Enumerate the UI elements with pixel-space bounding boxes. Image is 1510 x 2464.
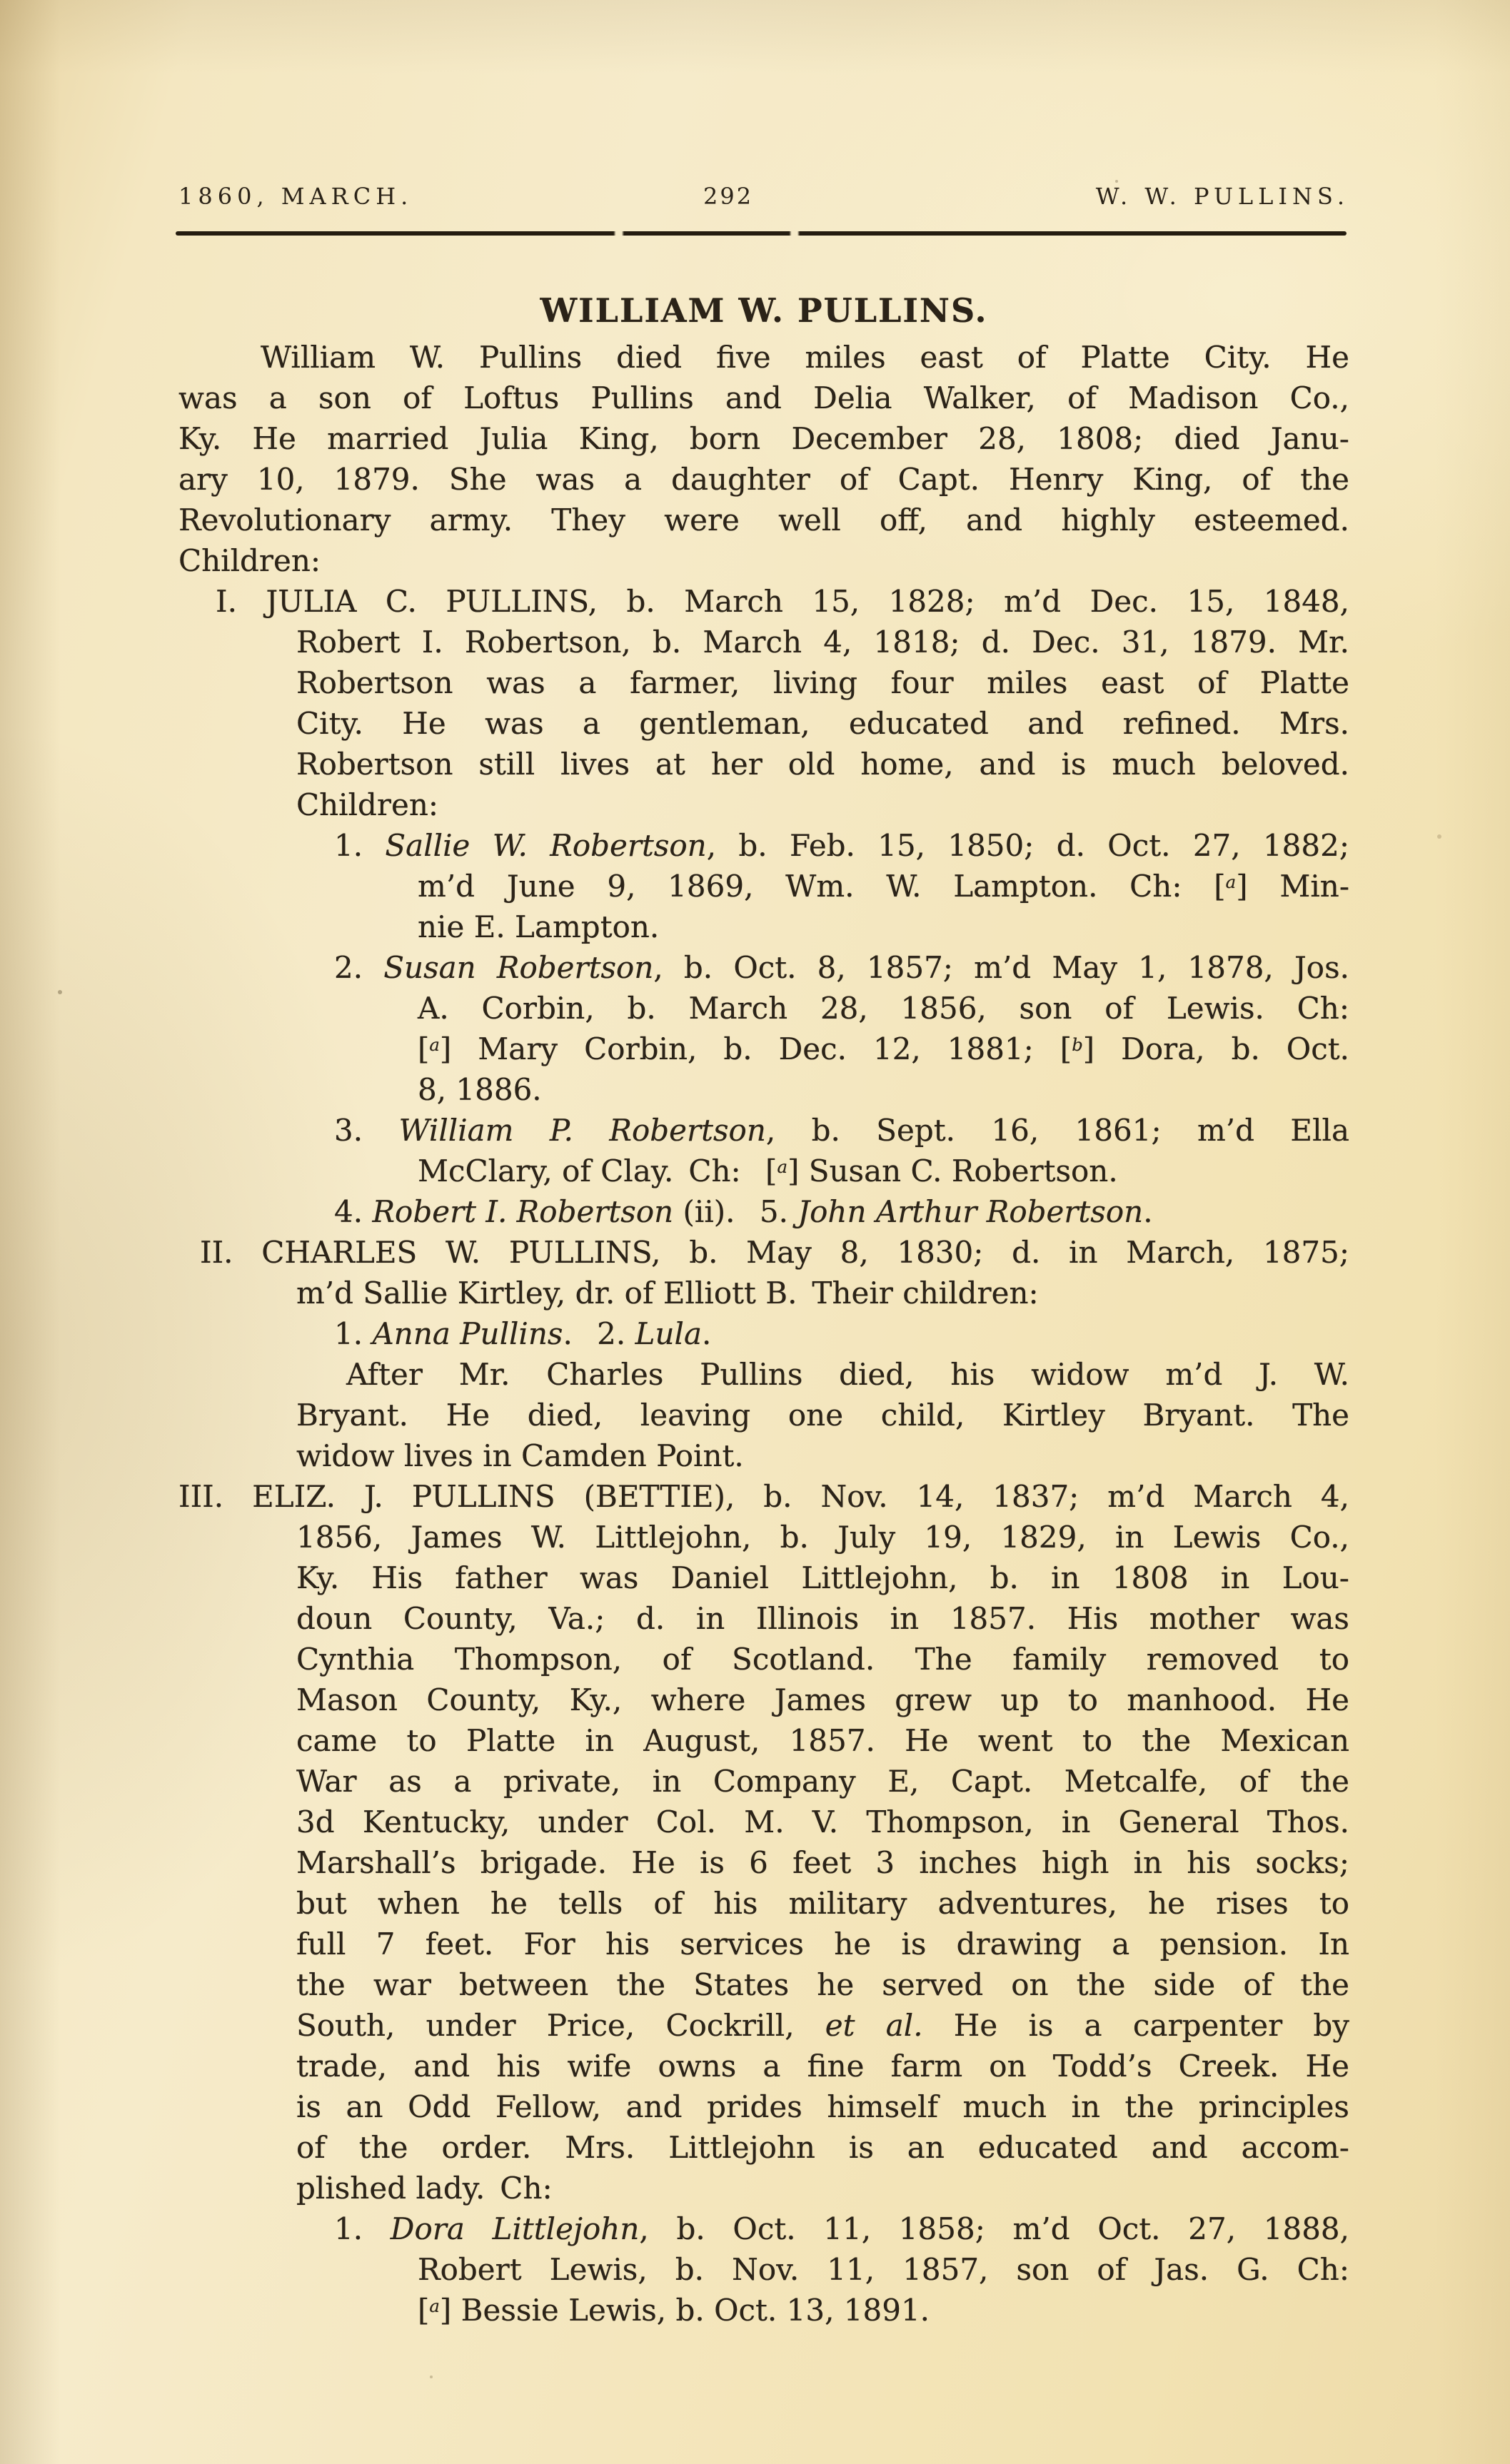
text-line: the war between the States he served on the side of the <box>296 1967 1349 2002</box>
text-line: Marshall’s brigade. He is 6 feet 3 inches high in his socks; <box>296 1845 1349 1880</box>
superscript-letter: a <box>429 2295 440 2316</box>
header-rule <box>176 231 1347 236</box>
italic-name: et al. <box>825 2008 923 2043</box>
italic-name: Sallie W. Robertson <box>385 828 707 863</box>
text-line: Bryant. He died, leaving one child, Kirtley Bryant. The <box>296 1398 1349 1433</box>
text-line: 4. Robert I. Robertson (ii). 5. John Arthur Robertson. <box>334 1194 1153 1229</box>
text-line: 3. William P. Robertson, b. Sept. 16, 1861; m’d Ella <box>334 1113 1349 1148</box>
text-line: Ky. His father was Daniel Littlejohn, b. in 1808 in Lou- <box>296 1560 1349 1595</box>
text-line: 1856, James W. Littlejohn, b. July 19, 1829, in Lewis Co., <box>296 1520 1349 1555</box>
italic-name: Anna Pullins <box>372 1316 563 1351</box>
text-line: Robertson was a farmer, living four miles east of Platte <box>296 665 1349 700</box>
text-line: 1. Sallie W. Robertson, b. Feb. 15, 1850; d. Oct. 27, 1882; <box>334 828 1349 863</box>
header-surname: W. W. PULLINS. <box>1095 183 1349 210</box>
text-line: McClary, of Clay. Ch: [$^a$] Susan C. Robertson. <box>418 1153 1118 1188</box>
italic-name: Dora Littlejohn <box>390 2211 640 2246</box>
page-number: 292 <box>703 183 754 210</box>
text-line: was a son of Loftus Pullins and Delia Walker, of Madison Co., <box>178 380 1349 415</box>
text-line: Children: <box>178 543 321 578</box>
italic-name: William P. Robertson <box>398 1113 766 1148</box>
superscript-letter: b <box>1072 1034 1083 1055</box>
text-line: Robertson still lives at her old home, and is much beloved. <box>296 747 1349 782</box>
text-line: came to Platte in August, 1857. He went to the Mexican <box>296 1723 1349 1758</box>
text-line: m’d Sallie Kirtley, dr. of Elliott B. Their children: <box>296 1276 1039 1311</box>
text-line: but when he tells of his military adventures, he rises to <box>296 1886 1349 1921</box>
page-body <box>178 337 1349 2331</box>
text-line: doun County, Va.; d. in Illinois in 1857. His mother was <box>296 1601 1349 1636</box>
text-line: A. Corbin, b. March 28, 1856, son of Lewis. Ch: <box>418 991 1349 1026</box>
text-line: I. JULIA C. PULLINS, b. March 15, 1828; m’d Dec. 15, 1848, <box>216 584 1349 619</box>
text-line: City. He was a gentleman, educated and refined. Mrs. <box>296 706 1349 741</box>
text-line: full 7 feet. For his services he is drawing a pension. In <box>296 1927 1349 1961</box>
text-line: plished lady. Ch: <box>296 2171 553 2206</box>
text-line: Robert Lewis, b. Nov. 11, 1857, son of Jas. G. Ch: <box>418 2252 1349 2287</box>
header-date: 1860, MARCH. <box>178 183 413 210</box>
text-line: Revolutionary army. They were well off, and highly esteemed. <box>178 503 1349 537</box>
text-line: 8, 1886. <box>418 1072 542 1107</box>
text-line: Cynthia Thompson, of Scotland. The family removed to <box>296 1642 1349 1677</box>
text-line: War as a private, in Company E, Capt. Metcalfe, of the <box>296 1764 1349 1799</box>
text-line: nie E. Lampton. <box>418 909 660 944</box>
text-line: of the order. Mrs. Littlejohn is an educated and accom- <box>296 2130 1349 2165</box>
text-line: Ky. He married Julia King, born December 28, 1808; died Janu- <box>178 421 1349 456</box>
text-line: South, under Price, Cockrill, et al. He is a carpenter by <box>296 2008 1349 2043</box>
text-line: widow lives in Camden Point. <box>296 1438 744 1473</box>
text-line: III. ELIZ. J. PULLINS (BETTIE), b. Nov. 14, 1837; m’d March 4, <box>178 1479 1349 1514</box>
text-line: 2. Susan Robertson, b. Oct. 8, 1857; m’d May 1, 1878, Jos. <box>334 950 1349 985</box>
text-line: m’d June 9, 1869, Wm. W. Lampton. Ch: [$^a$] Min- <box>418 869 1350 904</box>
page-title: WILLIAM W. PULLINS. <box>540 291 988 330</box>
text-line: 1. Anna Pullins. 2. Lula. <box>334 1316 712 1351</box>
text-line: trade, and his wife owns a fine farm on Todd’s Creek. He <box>296 2049 1349 2084</box>
italic-name: Susan Robertson <box>383 950 654 985</box>
italic-name: John Arthur Robertson <box>797 1194 1144 1229</box>
superscript-letter: a <box>429 1034 440 1055</box>
italic-name: Robert I. Robertson <box>372 1194 674 1229</box>
running-head <box>178 183 1349 214</box>
text-line: 1. Dora Littlejohn, b. Oct. 11, 1858; m’d Oct. 27, 1888, <box>334 2211 1349 2246</box>
text-line: Children: <box>296 787 439 822</box>
text-line: Robert I. Robertson, b. March 4, 1818; d. Dec. 31, 1879. Mr. <box>296 625 1349 660</box>
text-line: [$^a$] Bessie Lewis, b. Oct. 13, 1891. <box>418 2293 930 2328</box>
text-line: William W. Pullins died five miles east of Platte City. He <box>261 340 1349 375</box>
superscript-letter: a <box>777 1156 787 1177</box>
text-line: ary 10, 1879. She was a daughter of Capt. Henry King, of the <box>178 462 1349 497</box>
text-line: is an Odd Fellow, and prides himself much in the principles <box>296 2089 1349 2124</box>
superscript-letter: a <box>1225 871 1237 892</box>
text-line: Mason County, Ky., where James grew up to manhood. He <box>296 1682 1349 1717</box>
text-line: [$^a$] Mary Corbin, b. Dec. 12, 1881; [$^b$] Dora, b. Oct. <box>418 1031 1349 1066</box>
text-line: 3d Kentucky, under Col. M. V. Thompson, in General Thos. <box>296 1804 1349 1839</box>
italic-name: Lula <box>635 1316 703 1351</box>
text-line: II. CHARLES W. PULLINS, b. May 8, 1830; d. in March, 1875; <box>200 1235 1349 1270</box>
text-line: After Mr. Charles Pullins died, his widow m’d J. W. <box>346 1357 1349 1392</box>
